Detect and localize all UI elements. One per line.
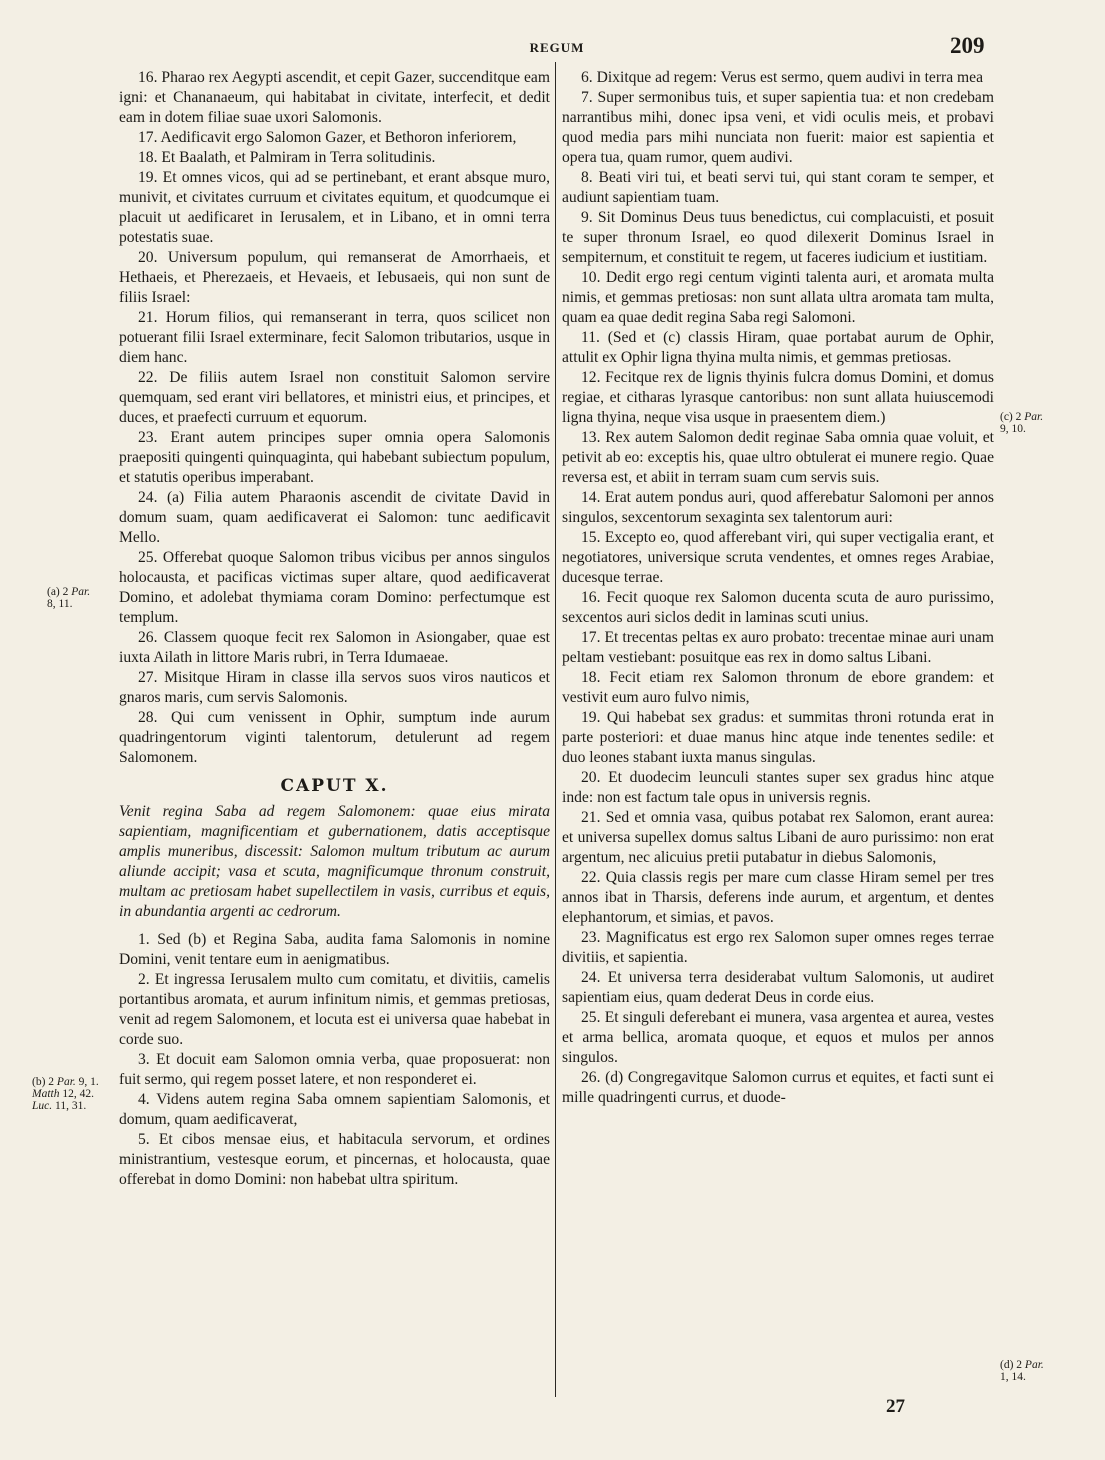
- verse: 4. Videns autem regina Saba omnem sapientiam Salomonis, et domum, quam aedificaverat,: [119, 1091, 550, 1128]
- margin-note-b: (b) 2 Par. 9, 1. Matth 12, 42. Luc. 11, 31.: [32, 1076, 99, 1112]
- margin-note-d: (d) 2 Par. 1, 14.: [1000, 1359, 1044, 1383]
- verse: 19. Et omnes vicos, qui ad se pertinebant, et erant absque muro, munivit, et civitates curruum et civitates equitum, et quodcumque ei placuit ut aedificaret in Ierusalem, et in Libano, et in omni terra potestatis suae.: [119, 169, 550, 246]
- verse: 13. Rex autem Salomon dedit reginae Saba omnia quae voluit, et petivit ab eo: exceptis his, quae ultro obtulerat ei munere regio. Quae reversa est, et abiit in terram suam cum servis suis.: [562, 429, 994, 486]
- verse: 5. Et cibos mensae eius, et habitacula servorum, et ordines ministrantium, vestesque eorum, et pincernas, et holocausta, quae offerebat in domo Domini: non habebat ultra spiritum.: [119, 1131, 550, 1188]
- verse: 8. Beati viri tui, et beati servi tui, qui stant coram te semper, et audiunt sapientiam tuam.: [562, 169, 994, 206]
- verse: 20. Universum populum, qui remanserat de Amorrhaeis, et Hethaeis, et Pherezaeis, et Hevaeis, et Iebusaeis, qui non sunt de filiis Israel:: [119, 249, 550, 306]
- verse: 22. De filiis autem Israel non constituit Salomon servire quemquam, sed erant viri bellatores, et ministri eius, et principes, et duces, et praefecti curruum et equorum.: [119, 369, 550, 426]
- verse: 21. Sed et omnia vasa, quibus potabat rex Salomon, erant aurea: et universa supellex domus saltus Libani de auro purissimo: non erat argentum, nec alicuius pretii putabatur in diebus Salomonis,: [562, 809, 994, 866]
- verse: 23. Magnificatus est ergo rex Salomon super omnes reges terrae divitiis, et sapientia.: [562, 929, 994, 966]
- verse: 9. Sit Dominus Deus tuus benedictus, cui complacuisti, et posuit te super thronum Israel, eo quod dilexerit Dominus Israel in sempiternum, et constituit te regem, ut faceres iudicium et iustitiam.: [562, 209, 994, 266]
- verse: 24. (a) Filia autem Pharaonis ascendit de civitate David in domum suam, quam aedificaverat ei Salomon: tunc aedificavit Mello.: [119, 489, 550, 546]
- verse: 6. Dixitque ad regem: Verus est sermo, quem audivi in terra mea: [581, 69, 984, 86]
- signature-mark: 27: [886, 1396, 905, 1417]
- verse: 11. (Sed et (c) classis Hiram, quae portabat aurum de Ophir, attulit ex Ophir ligna thyina multa nimis, et gemmas pretiosas.: [562, 329, 994, 366]
- page-number: 209: [950, 33, 985, 58]
- verse: 10. Dedit ergo regi centum viginti talenta auri, et aromata multa nimis, et gemmas pretiosas: non sunt allata ultra aromata tam multa, quam ea quae dedit regina Saba regi Salomoni.: [562, 269, 994, 326]
- running-title: REGUM: [529, 40, 585, 55]
- verse: 19. Qui habebat sex gradus: et summitas throni rotunda erat in parte posteriori: et duae manus hinc atque inde tenentes sedile: et duo leones stabant iuxta manus singulas.: [562, 709, 994, 766]
- verse: 25. Offerebat quoque Salomon tribus vicibus per annos singulos holocausta, et pacificas victimas super altare, quod aedificaverat Domino, et adolebat thymiama coram Domino: perfectumque est templum.: [119, 549, 550, 626]
- verse: 16. Pharao rex Aegypti ascendit, et cepit Gazer, succenditque eam igni: et Chananaeum, qui habitabat in civitate, interfecit, et dedit eam in dotem filiae suae uxori Salomonis.: [119, 69, 550, 126]
- verse: 1. Sed (b) et Regina Saba, audita fama Salomonis in nomine Domini, venit tentare eum in aenigmatibus.: [119, 931, 550, 968]
- verse: 21. Horum filios, qui remanserant in terra, quos scilicet non potuerant filii Israel exterminare, fecit Salomon tributarios, usque in diem hanc.: [119, 309, 550, 366]
- verse: 26. (d) Congregavitque Salomon currus et equites, et facti sunt ei mille quadringenti currus, et duode-: [562, 1069, 994, 1106]
- verse: 20. Et duodecim leunculi stantes super sex gradus hinc atque inde: non est factum tale opus in universis regnis.: [562, 769, 994, 806]
- margin-note-c: (c) 2 Par. 9, 10.: [1000, 411, 1044, 435]
- verse: 27. Misitque Hiram in classe illa servos suos viros nauticos et gnaros maris, cum servis Salomonis.: [119, 669, 550, 706]
- chapter-summary: Venit regina Saba ad regem Salomonem: quae eius mirata sapientiam, magnificentiam et gubernationem, datis acceptisque amplis muneribus, discessit: Salomon multum tributum ac aurum aliunde accipit; vasa et scuta, magnificumque thronum construit, multam ac pretiosam habet supellectilem in vasis, curribus et equis, in abundantia argenti ac cedrorum.: [119, 803, 550, 920]
- chapter-heading: CAPUT X.: [280, 776, 389, 796]
- verse: 15. Excepto eo, quod afferebant viri, qui super vectigalia erant, et negotiatores, universique scruta vendentes, et omnes reges Arabiae, ducesque terrae.: [562, 529, 994, 586]
- verse: 7. Super sermonibus tuis, et super sapientia tua: et non credebam narrantibus mihi, donec ipsa veni, et vidi oculis meis, et probavi quod media pars mihi nunciata non fuerit: maior est sapientia et opera tua, quam rumor, quem audivi.: [562, 89, 994, 166]
- verse: 26. Classem quoque fecit rex Salomon in Asiongaber, quae est iuxta Ailath in littore Maris rubri, in Terra Idumaeae.: [119, 629, 550, 666]
- verse: 2. Et ingressa Ierusalem multo cum comitatu, et divitiis, camelis portantibus aromata, et aurum infinitum nimis, et gemmas pretiosas, venit ad regem Salomonem, et locuta est ei universa quae habebat in corde suo.: [119, 971, 550, 1048]
- left-column: [119, 68, 550, 1190]
- verse: 22. Quia classis regis per mare cum classe Hiram semel per tres annos ibat in Tharsis, deferens inde aurum, et argentum, et dentes elephantorum, et simias, et pavos.: [562, 869, 994, 926]
- verse: 17. Aedificavit ergo Salomon Gazer, et Bethoron inferiorem,: [138, 129, 517, 146]
- verse: 24. Et universa terra desiderabat vultum Salomonis, ut audiret sapientiam eius, quam dederat Deus in corde eius.: [562, 969, 994, 1006]
- verse: 16. Fecit quoque rex Salomon ducenta scuta de auro purissimo, sexcentos auri siclos dedit in laminas scuti unius.: [562, 589, 994, 626]
- verse: 28. Qui cum venissent in Ophir, sumptum inde aurum quadringentorum viginti talentorum, detulerunt ad regem Salomonem.: [119, 709, 550, 766]
- verse: 25. Et singuli deferebant ei munera, vasa argentea et aurea, vestes et arma bellica, aromata quoque, et equos et mulos per annos singulos.: [562, 1009, 994, 1066]
- verse: 3. Et docuit eam Salomon omnia verba, quae proposuerat: non fuit sermo, qui regem posset latere, et non responderet ei.: [119, 1051, 550, 1088]
- verse: 14. Erat autem pondus auri, quod afferebatur Salomoni per annos singulos, sexcentorum sexaginta sex talentorum auri:: [562, 489, 994, 526]
- verse: 17. Et trecentas peltas ex auro probato: trecentae minae auri unam peltam vestiebant: posuitque eas rex in domo saltus Libani.: [562, 629, 994, 666]
- right-column: [562, 68, 994, 1108]
- verse: 18. Fecit etiam rex Salomon thronum de ebore grandem: et vestivit eum auro fulvo nimis,: [562, 669, 994, 706]
- verse: 18. Et Baalath, et Palmiram in Terra solitudinis.: [138, 149, 436, 166]
- verse: 12. Fecitque rex de lignis thyinis fulcra domus Domini, et domus regiae, et citharas lyrasque cantoribus: non sunt allata huiuscemodi ligna thyina, neque visa usque in praesentem diem.): [562, 369, 994, 426]
- margin-note-a: (a) 2 Par. 8, 11.: [47, 586, 91, 610]
- verse: 23. Erant autem principes super omnia opera Salomonis praepositi quingenti quinquaginta, qui habebant subiectum populum, et statutis operibus imperabant.: [119, 429, 550, 486]
- column-divider: [555, 62, 556, 1397]
